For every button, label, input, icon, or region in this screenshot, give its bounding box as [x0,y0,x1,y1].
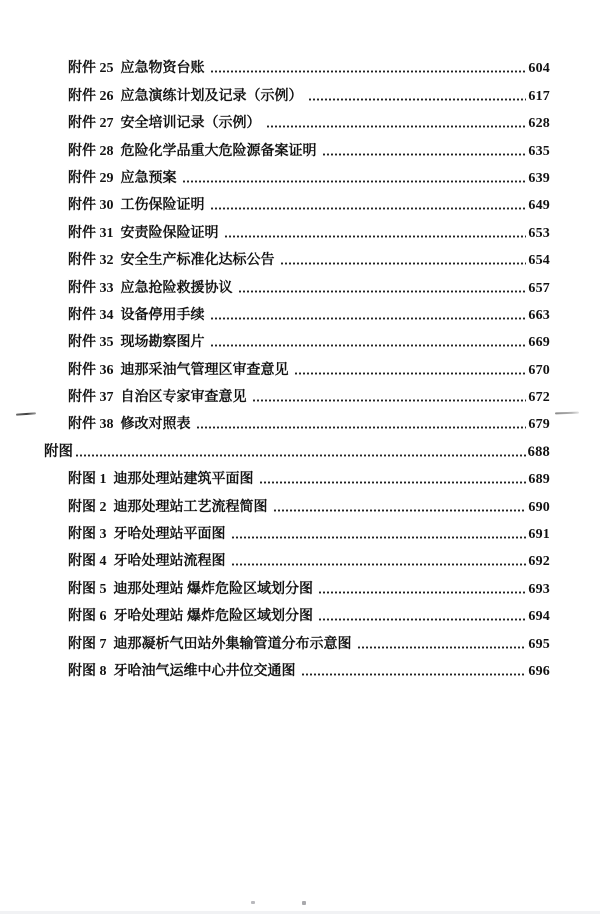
toc-entry-figure-3 [68,516,550,543]
leader-dots [273,509,527,512]
leader-dots [231,563,527,566]
section-label: 附图 [44,443,73,460]
toc-entry-attachment-35 [68,324,550,351]
entry-title: 牙哈油气运维中心井位交通图 [113,663,296,679]
entry-number: 附图 5 [68,581,107,597]
entry-title: 现场勘察图片 [120,335,205,351]
entry-title: 迪那处理站工艺流程简图 [113,499,268,515]
entry-title: 迪那采油气管理区审查意见 [120,362,289,378]
scan-fold-mark-right [555,412,579,415]
entry-title: 迪那处理站 爆炸危险区域划分图 [113,581,313,597]
toc-entry-figure-2 [68,488,550,515]
toc-section-figures-header [44,433,550,460]
entry-number: 附图 8 [68,663,107,679]
entry-title: 应急演练计划及记录（示例） [120,88,303,104]
entry-title: 应急物资台账 [120,61,205,77]
entry-page-number: 692 [528,554,550,570]
leader-dots [210,207,527,210]
toc-entry-attachment-32 [68,242,550,269]
entry-page-number: 679 [528,417,550,433]
entry-number: 附图 3 [68,527,107,543]
entry-page-number: 693 [528,581,550,597]
leader-dots [318,591,526,594]
leader-dots [266,125,527,128]
entry-number: 附件 26 [68,88,114,104]
entry-page-number: 663 [528,307,550,323]
toc-entry-figure-8 [68,653,550,680]
entry-number: 附件 38 [68,417,114,433]
toc-entry-attachment-25 [68,50,550,77]
leader-dots [210,317,527,320]
toc-entry-figure-7 [68,625,550,652]
entry-title: 自治区专家审查意见 [120,390,247,406]
toc-entry-attachment-38 [68,406,550,433]
toc-entry-attachment-29 [68,160,550,187]
entry-title: 迪那凝析气田站外集输管道分布示意图 [113,636,352,652]
entry-number: 附图 7 [68,636,107,652]
toc-entry-attachment-36 [68,351,550,378]
entry-number: 附件 35 [68,335,114,351]
entry-number: 附件 27 [68,116,114,132]
leader-dots [210,70,527,73]
leader-dots [196,426,527,429]
entry-title: 危险化学品重大危险源备案证明 [120,143,317,159]
entry-title: 应急抢险救援协议 [120,280,233,296]
entry-number: 附件 33 [68,280,114,296]
entry-number: 附件 37 [68,390,114,406]
leader-dots [280,262,527,265]
table-of-contents [44,50,550,680]
entry-number: 附件 34 [68,307,114,323]
toc-entry-attachment-26 [68,77,550,104]
entry-title: 工伤保险证明 [120,198,205,214]
entry-page-number: 672 [528,390,550,406]
leader-dots [238,290,527,293]
leader-dots [357,646,527,649]
entry-title: 设备停用手续 [120,307,205,323]
entry-page-number: 694 [528,609,550,625]
scan-fold-mark-left [16,412,36,415]
entry-number: 附件 32 [68,253,114,269]
entry-page-number: 617 [528,88,550,104]
entry-page-number: 691 [528,527,550,543]
entry-page-number: 669 [528,335,550,351]
entry-number: 附图 6 [68,609,107,625]
entry-title: 安全生产标准化达标公告 [120,253,275,269]
toc-entry-figure-1 [68,461,550,488]
entry-title: 牙哈处理站 爆炸危险区域划分图 [113,609,313,625]
entry-page-number: 688 [527,443,550,460]
toc-entry-figure-5 [68,570,550,597]
toc-entry-attachment-33 [68,269,550,296]
toc-entry-attachment-31 [68,214,550,241]
toc-entry-attachment-27 [68,105,550,132]
leader-dots [301,673,527,676]
toc-entry-attachment-30 [68,187,550,214]
entry-number: 附件 30 [68,198,114,214]
entry-number: 附件 25 [68,61,114,77]
leader-dots [231,536,527,539]
entry-number: 附图 4 [68,554,107,570]
entry-page-number: 628 [528,116,550,132]
leader-dots [182,180,527,183]
entry-page-number: 657 [528,280,550,296]
entry-number: 附件 36 [68,362,114,378]
leader-dots [259,481,527,484]
entry-title: 牙哈处理站平面图 [113,527,226,543]
entry-page-number: 690 [528,499,550,515]
leader-dots [224,235,527,238]
toc-entry-attachment-37 [68,379,550,406]
toc-entry-figure-6 [68,598,550,625]
entry-page-number: 696 [528,663,550,679]
entry-title: 应急预案 [120,170,177,186]
toc-entry-figure-4 [68,543,550,570]
leader-dots [210,344,527,347]
leader-dots [308,98,527,101]
entry-number: 附件 31 [68,225,114,241]
entry-page-number: 635 [528,143,550,159]
entry-page-number: 695 [528,636,550,652]
toc-entry-attachment-34 [68,297,550,324]
entry-number: 附件 28 [68,143,114,159]
leader-dots [294,372,527,375]
entry-number: 附件 29 [68,170,114,186]
leader-dots [252,399,527,402]
scan-speck [251,901,255,904]
entry-number: 附图 1 [68,472,107,488]
scan-speck [302,901,306,905]
entry-page-number: 649 [528,198,550,214]
entry-page-number: 689 [528,472,550,488]
leader-dots [322,153,527,156]
leader-dots [75,454,526,457]
entry-title: 牙哈处理站流程图 [113,554,226,570]
entry-title: 安全培训记录（示例） [120,116,261,132]
entry-page-number: 670 [528,362,550,378]
entry-page-number: 639 [528,170,550,186]
entry-number: 附图 2 [68,499,107,515]
entry-title: 迪那处理站建筑平面图 [113,472,254,488]
entry-title: 安责险保险证明 [120,225,219,241]
entry-page-number: 653 [528,225,550,241]
toc-entry-attachment-28 [68,132,550,159]
entry-page-number: 654 [528,253,550,269]
leader-dots [318,618,526,621]
entry-title: 修改对照表 [120,417,191,433]
entry-page-number: 604 [528,61,550,77]
